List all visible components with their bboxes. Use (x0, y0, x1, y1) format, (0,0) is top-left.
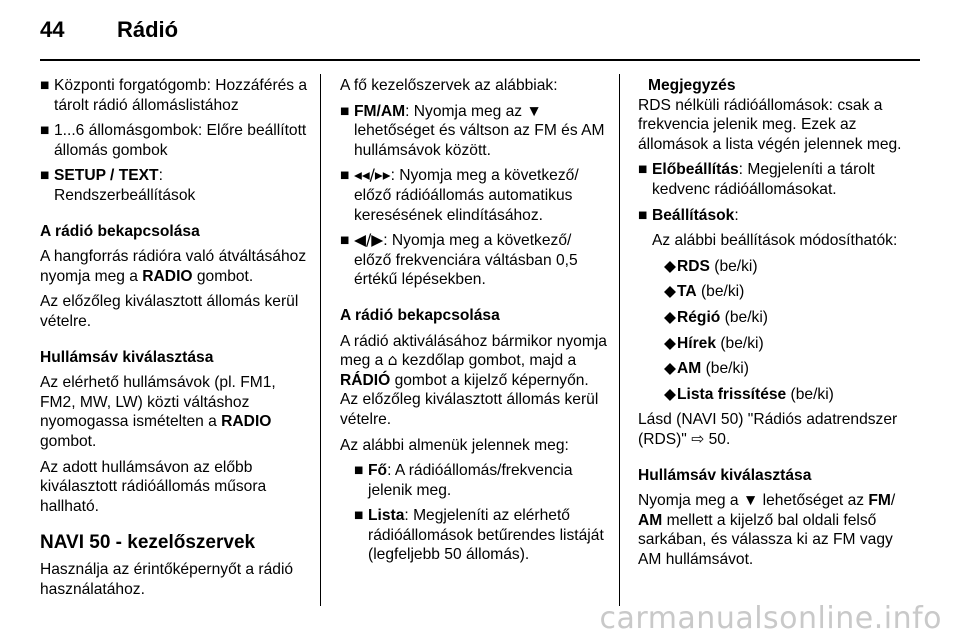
heading-band-select: Hullámsáv kiválasztása (40, 348, 214, 366)
column-2 (340, 76, 608, 571)
note-title: Megjegyzés (648, 77, 736, 94)
column-divider-1 (320, 74, 321, 606)
diamond-bullet-icon: ◆ (664, 308, 676, 326)
square-bullet-icon: ■ (638, 161, 648, 179)
heading-radio-on: A rádió bekapcsolása (40, 222, 200, 240)
watermark: carmanualsonline.info (599, 601, 942, 636)
paragraph-settings-list: Az alábbi beállítások módosíthatók: (652, 232, 898, 250)
square-bullet-icon: ■ (354, 507, 364, 525)
bullet-list: ■ Lista: Megjeleníti az elérhető rádióállomások betűrendes listáját (legfeljebb 50 állomás). (354, 507, 604, 564)
paragraph-rds-reference: Lásd (NAVI 50) "Rádiós adatrendszer (RDS)" ⇨ 50. (638, 411, 898, 448)
sub-bullet-rds: ◆RDS (be/ki) (664, 257, 758, 275)
square-bullet-icon: ■ (354, 462, 364, 480)
bullet-station-buttons: ■ 1...6 állomásgombok: Előre beállított állomás gombok (40, 122, 307, 159)
square-bullet-icon: ■ (340, 102, 350, 120)
column-divider-2 (619, 74, 620, 606)
page-number: 44 (40, 17, 65, 42)
diamond-bullet-icon: ◆ (664, 334, 676, 352)
paragraph-radio-on: A hangforrás rádióra való átváltásához nyomja meg a RADIO gombot. (40, 248, 307, 285)
bullet-presets: ■ Előbeállítás: Megjeleníti a tárolt kedvenc rádióállomásokat. (638, 161, 875, 198)
paragraph-previous-station: Az előzőleg kiválasztott állomás kerül vételre. (40, 293, 299, 330)
paragraph-band-select: Nyomja meg a ▼ lehetőséget az FM/ AM mellett a kijelző bal oldali felső sarkában, és válassza ki az FM vagy AM hullámsávot. (638, 492, 896, 568)
bullet-setup-text: ■ SETUP / TEXT: Rendszerbeállítások (40, 167, 196, 204)
diamond-bullet-icon: ◆ (664, 385, 676, 403)
column-1 (40, 76, 310, 605)
bullet-tune: ■ ◀/▶: Nyomja meg a következő/ előző frekvenciára váltásban 0,5 értékű lépésekben. (340, 231, 578, 289)
sub-bullet-ta: ◆TA (be/ki) (664, 283, 745, 301)
note-block (638, 76, 906, 154)
diamond-bullet-icon: ◆ (664, 283, 676, 301)
page-reference-icon: ⇨ (691, 429, 705, 448)
header-rule (40, 59, 920, 61)
diamond-bullet-icon: ◆ (664, 360, 676, 378)
paragraph-band-station: Az adott hullámsávon az előbb kiválasztott rádióállomás műsora hallható. (40, 458, 267, 515)
paragraph-band-switch: Az elérhető hullámsávok (pl. FM1, FM2, MW, LW) közti váltáshoz nyomogassa ismételten a RADIO gombot. (40, 374, 276, 450)
home-icon: ⌂ (387, 351, 398, 370)
tune-icon: ◀/▶ (354, 231, 384, 250)
paragraph-submenus: Az alábbi almenük jelennek meg: (340, 436, 569, 454)
square-bullet-icon: ■ (340, 232, 350, 250)
bullet-central-knob: ■ Központi forgatógomb: Hozzáférés a tárolt rádió állomáslistához (40, 77, 308, 114)
column-3 (638, 76, 906, 575)
square-bullet-icon: ■ (40, 77, 50, 94)
paragraph-radio-activate: A rádió aktiválásához bármikor nyomja meg a ⌂ kezdőlap gombot, majd a RÁDIÓ gombot a kijelző képernyőn. Az előzőleg kiválasztott állomás kerül vételre. (340, 332, 607, 428)
heading-navi50: NAVI 50 - kezelőszervek (40, 532, 256, 554)
square-bullet-icon: ■ (340, 167, 350, 185)
bullet-fm-am: ■ FM/AM: Nyomja meg az ▼ lehetőséget és váltson az FM és AM hullámsávok között. (340, 102, 605, 159)
paragraph-main-controls: A fő kezelőszervek az alábbiak: (340, 77, 558, 94)
sub-bullet-am: ◆AM (be/ki) (664, 360, 749, 378)
diamond-bullet-icon: ◆ (664, 257, 676, 275)
paragraph-touchscreen: Használja az érintőképernyőt a rádió használatához. (40, 561, 294, 598)
page-title: Rádió (117, 17, 179, 42)
sub-bullet-news: ◆Hírek (be/ki) (664, 334, 764, 352)
square-bullet-icon: ■ (40, 167, 50, 185)
heading-radio-on-2: A rádió bekapcsolása (340, 306, 500, 324)
heading-band-select-2: Hullámsáv kiválasztása (638, 466, 812, 484)
seek-icon: ◂◂/▸▸ (354, 166, 391, 185)
sub-bullet-list-refresh: ◆Lista frissítése (be/ki) (664, 385, 834, 403)
note-text: RDS nélküli rádióállomások: csak a frekvencia jelenik meg. Ezek az állomások a lista végén jelennek meg. (638, 96, 902, 153)
bullet-seek: ■ ◂◂/▸▸: Nyomja meg a következő/ előző rádióállomás automatikus keresésének elindításához. (340, 166, 579, 224)
square-bullet-icon: ■ (638, 206, 648, 224)
square-bullet-icon: ■ (40, 122, 50, 140)
sub-bullet-region: ◆Régió (be/ki) (664, 308, 768, 326)
bullet-settings: ■ Beállítások: (638, 206, 739, 224)
bullet-main: ■ Fő: A rádióállomás/frekvencia jelenik meg. (354, 462, 573, 499)
